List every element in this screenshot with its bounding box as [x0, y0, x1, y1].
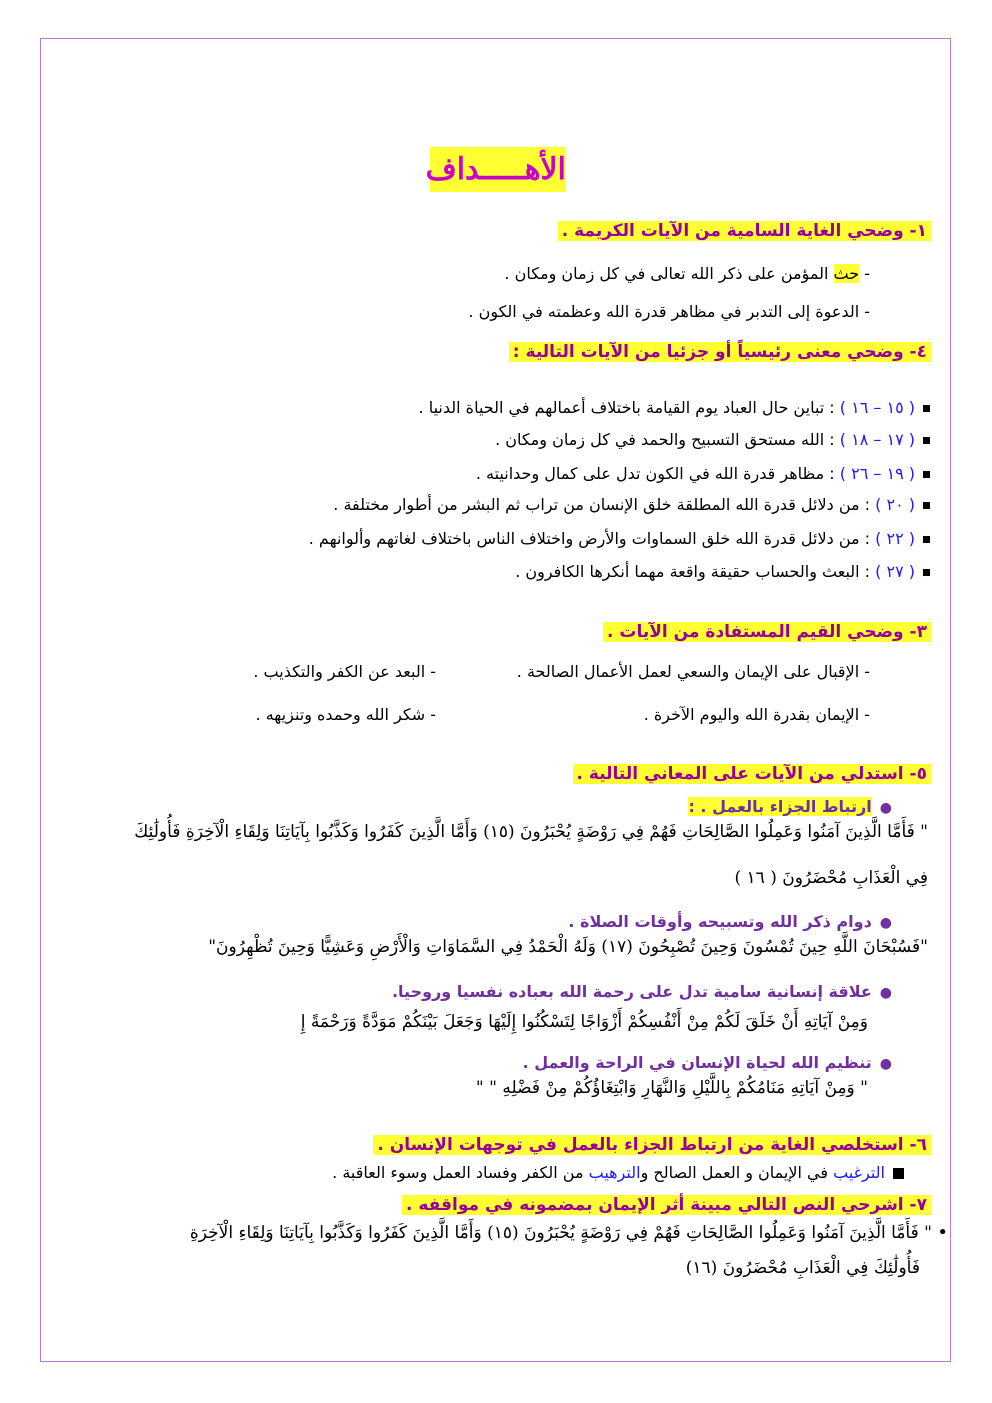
square-bullet-icon: [923, 569, 930, 576]
bullet-icon: ●: [879, 985, 892, 1001]
s2-item-ref: ( ١٧ – ١٨ ): [839, 430, 915, 449]
s5-sub-4: [523, 1053, 892, 1072]
bullet-icon: ●: [879, 1056, 892, 1072]
s5-sub-1-text: ارتباط الجزاء بالعمل . :: [688, 797, 872, 816]
s2-list-item: [333, 495, 930, 514]
bullet-icon: ●: [879, 800, 892, 816]
s1-item-1-text: المؤمن على ذكر الله تعالى في كل زمان ومكان .: [504, 264, 834, 283]
s7-verse-a: [190, 1222, 948, 1243]
s6-answer: [332, 1163, 904, 1182]
square-bullet-icon: [923, 437, 930, 444]
page-title: الأهـــــداف: [430, 147, 566, 192]
s6-text-1: في الإيمان و العمل الصالح و: [640, 1163, 834, 1182]
s5-verse-3: وَمِنْ آيَاتِهِ أَنْ خَلَقَ لَكُمْ مِنْ أَنْفُسِكُمْ أَزْوَاجًا لِتَسْكُنُوا إِلَيْهَا وَجَعَلَ بَيْنَكُمْ مَوَدَّةً وَرَحْمَةً إِ: [300, 1012, 868, 1032]
s2-item-text: : من دلائل قدرة الله خلق السماوات والأرض واختلاف الناس باختلاف لغاتهم وألوانهم .: [308, 529, 871, 548]
section-3-heading: ٣- وضحي القيم المستفادة من الآيات .: [603, 622, 931, 642]
s2-list-item: [309, 529, 930, 548]
s1-item-1-mark: حث: [833, 264, 860, 283]
s5-sub-3: [392, 982, 892, 1001]
s3-value-1: - الإقبال على الإيمان والسعي لعمل الأعمال الصالحة .: [516, 662, 870, 681]
s5-verse-1b: فِي الْعَذَابِ مُحْضَرُونَ ( ١٦ ): [734, 868, 928, 888]
square-bullet-icon: [893, 1168, 904, 1179]
bullet-icon: ●: [879, 915, 892, 931]
s5-verse-1a: " فَأَمَّا الَّذِينَ آمَنُوا وَعَمِلُوا الصَّالِحَاتِ فَهُمْ فِي رَوْضَةٍ يُحْبَرُونَ (١٥) وَأَمَّا الَّذِينَ كَفَرُوا وَكَذَّبُوا بِآيَاتِنَا وَلِقَاءِ الْآخِرَةِ فَأُولَٰئِكَ: [134, 822, 928, 842]
s6-word-targhib: الترغيب: [833, 1163, 885, 1182]
s2-item-text: : الله مستحق التسبيح والحمد في كل زمان ومكان .: [495, 430, 835, 449]
square-bullet-icon: [923, 405, 930, 412]
s5-sub-2-text: دوام ذكر الله وتسبيحه وأوقات الصلاة .: [568, 912, 872, 931]
square-bullet-icon: [923, 502, 930, 509]
s2-list-item: [419, 398, 930, 417]
s6-text-2: من الكفر وفساد العمل وسوء العاقبة .: [332, 1163, 589, 1182]
s2-list-item: [476, 464, 930, 483]
s2-item-ref: ( ٢٠ ): [875, 495, 915, 514]
s5-verse-2: "فَسُبْحَانَ اللَّهِ حِينَ تُمْسُونَ وَحِينَ تُصْبِحُونَ (١٧) وَلَهُ الْحَمْدُ فِي السَّمَاوَاتِ وَالْأَرْضِ وَعَشِيًّا وَحِينَ تُظْهِرُونَ": [208, 937, 928, 957]
s2-item-ref: ( ١٥ – ١٦ ): [839, 398, 915, 417]
section-7-heading: ٧- اشرحي النص التالي مبينة أثر الإيمان بمضمونه في مواقفه .: [402, 1195, 931, 1215]
s2-item-ref: ( ٢٧ ): [875, 562, 915, 581]
s7-verse-b: فَأُولَٰئِكَ فِي الْعَذَابِ مُحْضَرُونَ (١٦): [685, 1258, 920, 1278]
s7-verse-a-text: " فَأَمَّا الَّذِينَ آمَنُوا وَعَمِلُوا الصَّالِحَاتِ فَهُمْ فِي رَوْضَةٍ يُحْبَرُونَ (١٥) وَأَمَّا الَّذِينَ كَفَرُوا وَكَذَّبُوا بِآيَاتِنَا وَلِقَاءِ الْآخِرَةِ: [189, 1223, 932, 1243]
square-bullet-icon: [923, 536, 930, 543]
s5-verse-4: " وَمِنْ آيَاتِهِ مَنَامُكُمْ بِاللَّيْلِ وَالنَّهَارِ وَابْتِغَاؤُكُمْ مِنْ فَضْلِهِ " ": [475, 1078, 868, 1098]
s5-sub-4-text: تنظيم الله لحياة الإنسان في الراحة والعمل .: [522, 1053, 872, 1072]
s1-item-2: - الدعوة إلى التدبر في مظاهر قدرة الله وعظمته في الكون .: [468, 302, 870, 321]
s2-item-text: : تباين حال العباد يوم القيامة باختلاف أعمالهم في الحياة الدنيا .: [418, 398, 835, 417]
s2-item-text: : من دلائل قدرة الله المطلقة خلق الإنسان من تراب ثم البشر من أطوار مختلفة .: [333, 495, 871, 514]
s2-item-text: : البعث والحساب حقيقة واقعة مهما أنكرها الكافرون .: [515, 562, 871, 581]
s5-sub-2: [568, 912, 892, 931]
s2-item-ref: ( ٢٢ ): [875, 529, 915, 548]
s2-item-text: : مظاهر قدرة الله في الكون تدل على كمال وحدانيته .: [475, 464, 835, 483]
s3-value-3: - الإيمان بقدرة الله واليوم الآخرة .: [643, 705, 870, 724]
section-2-heading: ٤- وضحي معنى رئيسياً أو جزئيا من الآيات التالية :: [509, 342, 931, 362]
s1-item-1: - حث المؤمن على ذكر الله تعالى في كل زمان ومكان .: [504, 264, 870, 283]
s6-word-tarhib: الترهيب: [588, 1163, 641, 1182]
section-1-heading: ١- وضحي الغاية السامية من الآيات الكريمة .: [558, 221, 931, 241]
bullet-icon: •: [937, 1222, 948, 1243]
square-bullet-icon: [923, 471, 930, 478]
s2-list-item: [515, 562, 930, 581]
section-6-heading: ٦- استخلصي الغاية من ارتباط الجزاء بالعمل في توجهات الإنسان .: [373, 1135, 931, 1155]
s3-value-2: - البعد عن الكفر والتكذيب .: [253, 662, 436, 681]
s2-list-item: [495, 430, 930, 449]
section-5-heading: ٥- استدلي من الآيات على المعاني التالية .: [573, 764, 931, 784]
s5-sub-3-text: علاقة إنسانية سامية تدل على رحمة الله بعباده نفسيا وروحيا.: [391, 982, 872, 1001]
s2-item-ref: ( ١٩ – ٢٦ ): [839, 464, 915, 483]
s5-sub-1: [688, 797, 892, 816]
s3-value-4: - شكر الله وحمده وتنزيهه .: [255, 705, 436, 724]
